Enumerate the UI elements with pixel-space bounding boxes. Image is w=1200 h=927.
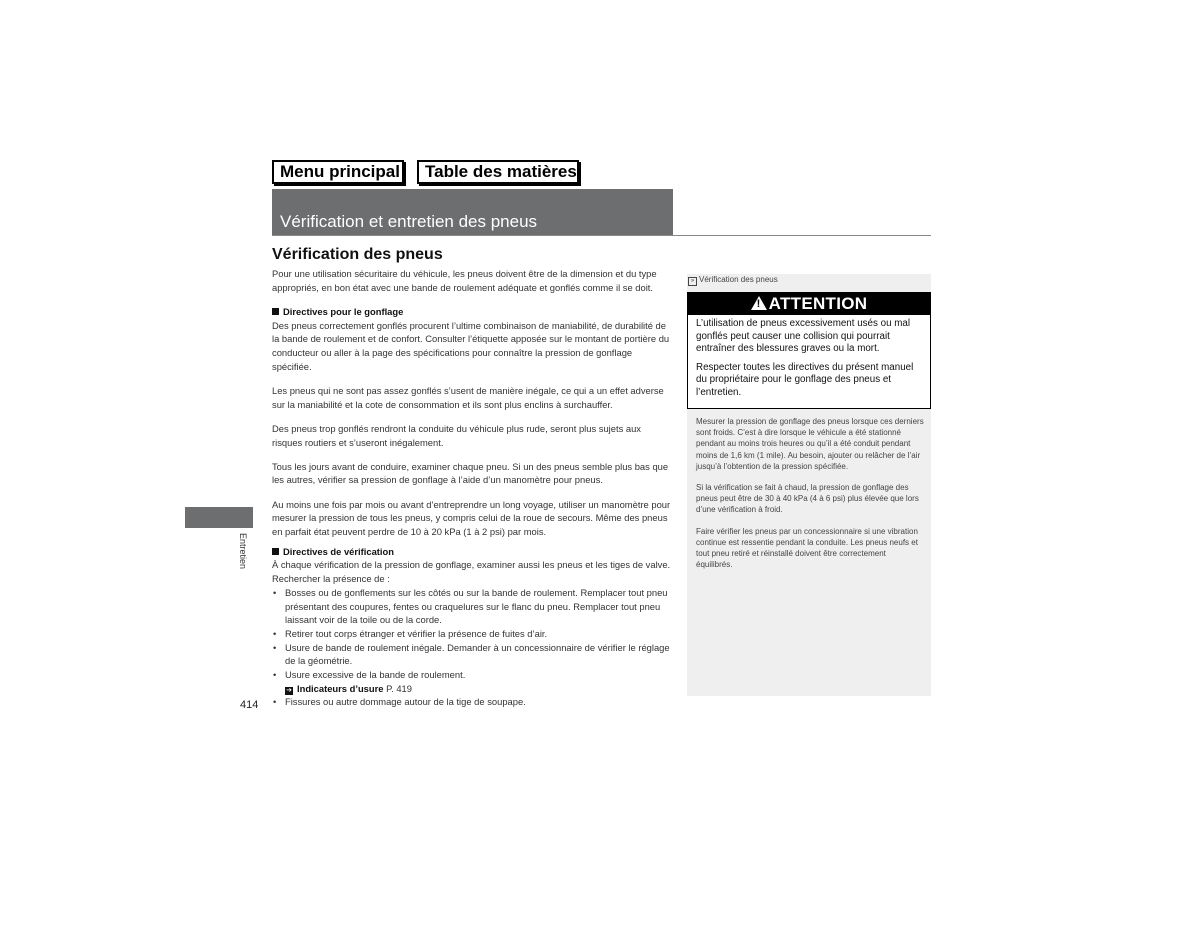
inflation-subheading [272,305,672,319]
table-of-contents-button[interactable]: Table des matières [417,160,579,184]
inflation-paragraph: Tous les jours avant de conduire, examiner chaque pneu. Si un des pneus semble plus bas que les autres, vérifier sa pression de gonflage à l’aide d’un manomètre pour pneus. [272,460,669,486]
sidebar-notes [696,416,924,580]
title-divider [272,235,931,236]
list-item: • Usure de bande de roulement inégale. Demander à un concessionnaire de vérifier le réglage de la géométrie. [272,641,672,668]
sidebar-note: Faire vérifier les pneus par un concessionnaire si une vibration continue est ressentie pendant la conduite. Les pneus neufs et tout pneu retiré et réinstallé doivent être correctement équilibrés. [696,526,918,570]
intro-paragraph: Pour une utilisation sécuritaire du véhicule, les pneus doivent être de la dimension et du type appropriés, en bon état avec une bande de roulement adéquate et gonflés comme il se doit. [272,268,657,293]
main-menu-button[interactable]: Menu principal [272,160,404,184]
arrow-right-icon: ➔ [286,686,292,694]
warning-body [688,315,930,400]
cross-reference-link[interactable] [272,682,672,696]
square-bullet-icon [272,308,279,315]
page-title: Vérification et entretien des pneus [280,212,538,231]
inflation-paragraph: Au moins une fois par mois ou avant d’entreprendre un long voyage, utiliser un manomètre pour mesurer la pression de tous les pneus, y compris celui de la roue de secours. Même des pneus en parfait état peuvent perdre de 10 à 20 kPa (1 à 2 psi) par mois. [272,498,671,538]
inflation-paragraph: Des pneus trop gonflés rendront la conduite du véhicule plus rude, seront plus sujets aux risques routiers et s’useront inégalement. [272,422,641,448]
warning-header [688,293,930,315]
reference-icon: » [688,277,697,286]
cross-reference-label: Indicateurs d’usure [297,682,384,694]
inflation-paragraph: Les pneus qui ne sont pas assez gonflés s’usent de manière inégale, ce qui a un effet adverse sur la maniabilité et la cote de consommation et ils sont plus enclins à surchauffer. [272,384,664,410]
sidebar-reference [688,275,778,286]
inflation-paragraph: Des pneus correctement gonflés procurent l’ultime combinaison de maniabilité, de durabilité de la bande de roulement et de confort. Consulter l’étiquette apposée sur le montant de portière du conducteur ou aller à la page des spécifications pour connaître la pression de gonflage spécifiée. [272,319,670,372]
inspection-subheading-text: Directives de vérification [283,545,394,557]
chapter-tab-label: Entretien [238,533,248,570]
list-item: • Usure excessive de la bande de roulement. [272,668,672,682]
sidebar-note: Mesurer la pression de gonflage des pneus lorsque ces derniers sont froids. C’est à dire lorsque le véhicule a été stationné pendant au moins trois heures ou qu’il a été conduit pendant moins de 1,6 km (1 mile). Au besoin, ajouter ou relâcher de l’air jusqu’à l’obtention de la pression spécifiée. [696,417,924,471]
list-item: • Fissures ou autre dommage autour de la tige de soupape. [272,695,672,709]
chapter-tab[interactable] [185,507,253,528]
page-title-bar [272,189,673,235]
list-item: • Bosses ou de gonflements sur les côtés ou sur la bande de roulement. Remplacer tout pneu présentant des coupures, fentes ou craquelures sur le flanc du pneu. Remplacer tout pneu laissant voir de la toile ou de la corde. [272,586,672,627]
square-bullet-icon [272,548,279,555]
inflation-subheading-text: Directives pour le gonflage [283,305,404,317]
warning-label: ATTENTION [768,294,868,313]
main-content [272,267,672,709]
inspection-intro: À chaque vérification de la pression de gonflage, examiner aussi les pneus et les tiges de valve. Rechercher la présence de : [272,559,671,585]
sidebar-note: Si la vérification se fait à chaud, la pression de gonflage des pneus peut être de 30 à 40 kPa (4 à 6 psi) plus élevée que lors d’une vérification à froid. [696,483,919,515]
warning-triangle-icon: ! [751,296,767,310]
section-heading: Vérification des pneus [272,246,443,263]
list-item: • Retirer tout corps étranger et vérifier la présence de fuites d’air. [272,627,672,641]
warning-box [687,292,931,409]
warning-text: Respecter toutes les directives du présent manuel du propriétaire pour le gonflage des pneus et l’entretien. [696,361,914,398]
cross-reference-page: P. 419 [386,682,412,694]
sidebar-reference-text: Vérification des pneus [699,275,778,284]
page-number: 414 [240,699,259,711]
inspection-subheading [272,545,672,559]
warning-text: L’utilisation de pneus excessivement usés ou mal gonflés peut causer une collision qui pourrait entraîner des blessures graves ou la mort. [696,318,911,355]
